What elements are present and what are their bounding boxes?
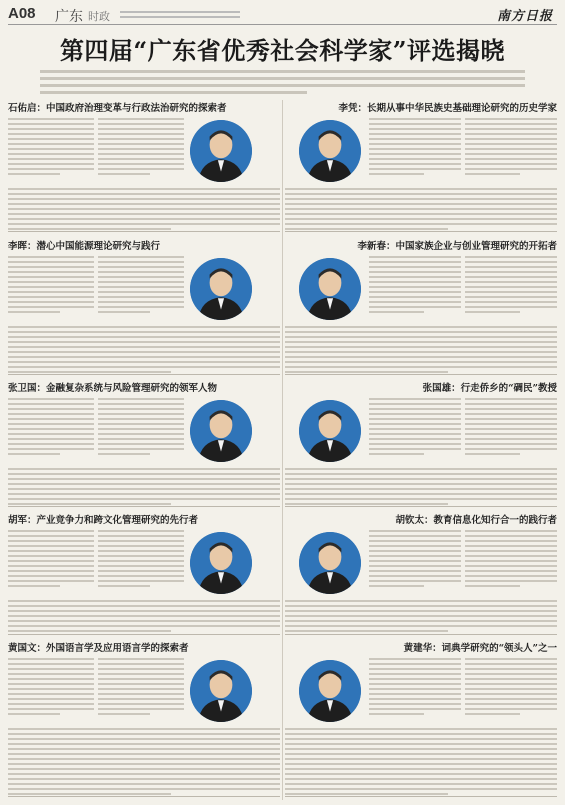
profile-5 [8, 380, 280, 510]
section-divider [8, 231, 280, 232]
section-divider [285, 796, 557, 797]
profile-body-column [8, 468, 280, 508]
section-divider [285, 506, 557, 507]
profile-body-column [8, 728, 280, 798]
profile-body-column [285, 728, 557, 798]
profile-body-column [98, 658, 184, 718]
photo-hu-qintai [299, 532, 361, 594]
profile-9 [8, 640, 280, 800]
profile-body-column [285, 468, 557, 508]
subsection-name: 时政 [88, 10, 110, 23]
photo-shi [190, 120, 252, 182]
profile-body-column [8, 326, 280, 376]
section-divider [285, 374, 557, 375]
photo-li-xinchun [299, 258, 361, 320]
section-divider [8, 634, 280, 635]
page-number: A08 [8, 5, 36, 22]
profile-title: 胡军：产业竞争力和跨文化管理研究的先行者 [8, 515, 199, 526]
section-divider [8, 796, 280, 797]
profile-body-column [98, 398, 184, 458]
page-headline: 第四届“广东省优秀社会科学家”评选揭晓 [59, 36, 506, 65]
profile-body-column [98, 256, 184, 316]
column-divider [282, 100, 283, 800]
profile-title: 黄国文：外国语言学及应用语言学的探索者 [8, 643, 189, 654]
profile-10 [285, 640, 557, 800]
photo-hu-jun [190, 532, 252, 594]
photo-zhang-weiguo [190, 400, 252, 462]
profile-title: 张卫国：金融复杂系统与风险管理研究的领军人物 [8, 383, 218, 394]
profile-7 [8, 512, 280, 638]
photo-li-hui [190, 258, 252, 320]
profile-body-column [285, 600, 557, 635]
photo-huang-guowen [190, 660, 252, 722]
profile-body-column [465, 530, 557, 590]
profile-body-column [98, 118, 184, 178]
profile-title: 胡钦太：教育信息化知行合一的践行者 [395, 515, 557, 526]
section-divider [285, 634, 557, 635]
profile-body-column [369, 256, 461, 316]
profile-body-column [98, 530, 184, 590]
profile-3 [8, 238, 280, 378]
profile-2 [285, 100, 557, 235]
profile-title: 李新春：中国家族企业与创业管理研究的开拓者 [357, 241, 557, 252]
profile-body-column [465, 398, 557, 458]
profile-body-column [285, 326, 557, 376]
profile-title: 石佑启：中国政府治理变革与行政法治研究的探索者 [8, 103, 227, 114]
photo-huang-jianhua [299, 660, 361, 722]
profile-body-column [8, 600, 280, 635]
newspaper-logo: 南方日报 [496, 9, 553, 24]
profile-title: 张国雄：行走侨乡的“碉民”教授 [422, 383, 557, 394]
profile-body-column [369, 530, 461, 590]
profile-title: 李凭：长期从事中华民族史基础理论研究的历史学家 [338, 103, 557, 114]
profile-body-column [285, 188, 557, 233]
section-divider [8, 374, 280, 375]
profile-body-column [465, 658, 557, 718]
profile-title: 黄建华：词典学研究的“领头人”之一 [403, 643, 557, 654]
profile-8 [285, 512, 557, 638]
profile-body-column [8, 256, 94, 316]
profile-body-column [369, 398, 461, 458]
profile-1 [8, 100, 280, 235]
profile-body-column [8, 118, 94, 178]
profile-body-column [8, 530, 94, 590]
profile-body-column [369, 118, 461, 178]
photo-li-ping [299, 120, 361, 182]
profile-4 [285, 238, 557, 378]
section-divider [8, 506, 280, 507]
profile-title: 李晖：潜心中国能源理论研究与践行 [8, 241, 161, 252]
profile-body-column [8, 398, 94, 458]
profile-body-column [8, 188, 280, 233]
masthead-meta [120, 8, 240, 18]
profile-body-column [8, 658, 94, 718]
photo-zhang-guoxiong [299, 400, 361, 462]
profile-6 [285, 380, 557, 510]
profile-body-column [465, 118, 557, 178]
masthead [8, 4, 557, 25]
profile-body-column [369, 658, 461, 718]
intro-paragraph [40, 70, 525, 98]
section-divider [285, 231, 557, 232]
profile-body-column [465, 256, 557, 316]
section-name: 广东 [55, 9, 83, 25]
